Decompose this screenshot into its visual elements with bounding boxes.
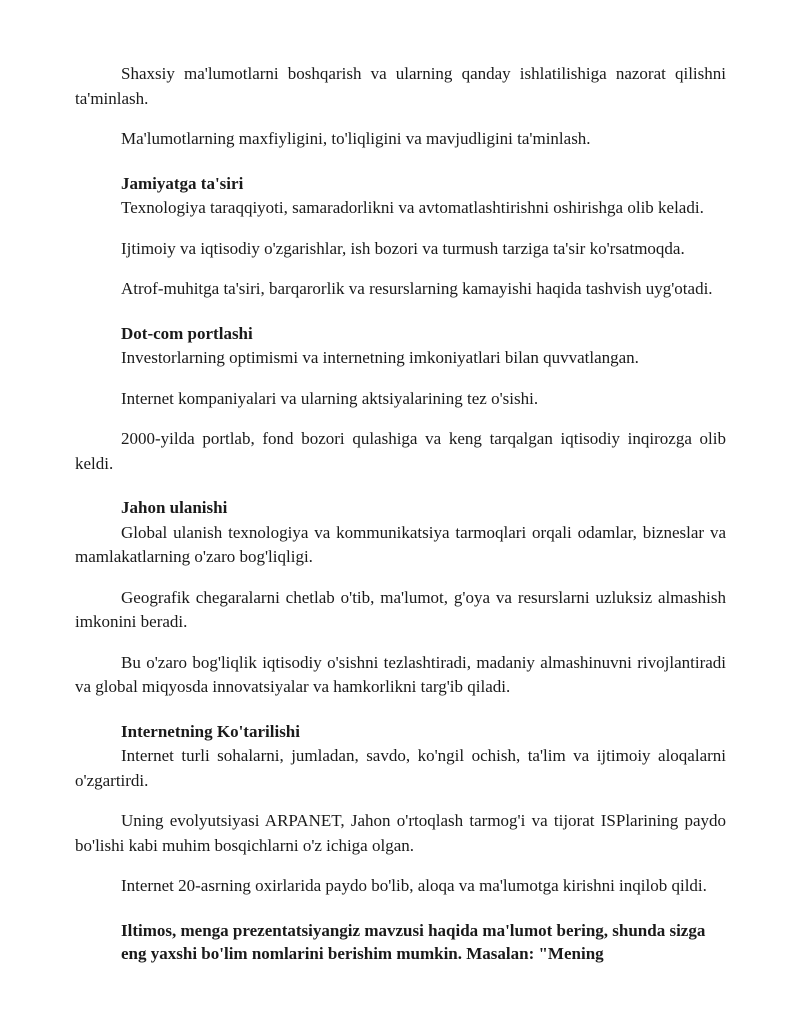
section-paragraph: Investorlarning optimismi va internetning imkoniyatlari bilan quvvatlangan. xyxy=(121,348,639,367)
section-heading-global: Jahon ulanishi xyxy=(121,498,228,517)
section-paragraph: Internet kompaniyalari va ularning aktsiyalarining tez o'sishi. xyxy=(121,388,539,408)
section-paragraph: Geografik chegaralarni chetlab o'tib, ma'lumot, g'oya va resurslarni uzluksiz almashish imkonini beradi. xyxy=(75,587,726,631)
section-paragraph: 2000-yilda portlab, fond bozori qulashiga va keng tarqalgan iqtisodiy inqirozga olib keldi. xyxy=(75,429,726,473)
intro-paragraph-1: Shaxsiy ma'lumotlarni boshqarish va ularning qanday ishlatilishiga nazorat qilishni ta'minlash. xyxy=(75,64,726,108)
section-paragraph: Bu o'zaro bog'liqlik iqtisodiy o'sishni tezlashtiradi, madaniy almashinuvni rivojlantiradi va global miqyosda innovatsiyalar va hamkorlikni targ'ib qiladi. xyxy=(75,652,726,696)
intro-paragraph-2: Ma'lumotlarning maxfiyligini, to'liqligini va mavjudligini ta'minlash. xyxy=(121,129,591,148)
section-paragraph: Internet turli sohalarni, jumladan, savdo, ko'ngil ochish, ta'lim va ijtimoiy aloqalarni o'zgartirdi. xyxy=(75,746,726,790)
section-paragraph: Global ulanish texnologiya va kommunikatsiya tarmoqlari orqali odamlar, bizneslar va mamlakatlarning o'zaro bog'liqligi. xyxy=(75,522,726,566)
section-paragraph: Ijtimoiy va iqtisodiy o'zgarishlar, ish bozori va turmush tarziga ta'sir ko'rsatmoqda. xyxy=(121,238,685,258)
section-heading-dotcom: Dot-com portlashi xyxy=(121,323,253,343)
section-heading-internet: Internetning Ko'tarilishi xyxy=(121,721,300,741)
document-body xyxy=(75,62,726,965)
closing-request: Iltimos, menga prezentatsiyangiz mavzusi haqida ma'lumot bering, shunda sizga eng yaxshi bo'lim nomlarini berishim mumkin. Masalan: "Mening xyxy=(121,920,706,963)
section-heading-society: Jamiyatga ta'siri xyxy=(121,173,244,193)
section-paragraph: Uning evolyutsiyasi ARPANET, Jahon o'rtoqlash tarmog'i va tijorat ISPlarining paydo bo'lishi kabi muhim bosqichlarni o'z ichiga olgan. xyxy=(75,811,726,855)
section-paragraph: Atrof-muhitga ta'siri, barqarorlik va resurslarning kamayishi haqida tashvish uyg'otadi. xyxy=(121,279,713,298)
section-paragraph: Internet 20-asrning oxirlarida paydo bo'lib, aloqa va ma'lumotga kirishni inqilob qildi. xyxy=(121,876,707,895)
section-paragraph: Texnologiya taraqqiyoti, samaradorlikni va avtomatlashtirishni oshirishga olib keladi. xyxy=(121,198,704,217)
